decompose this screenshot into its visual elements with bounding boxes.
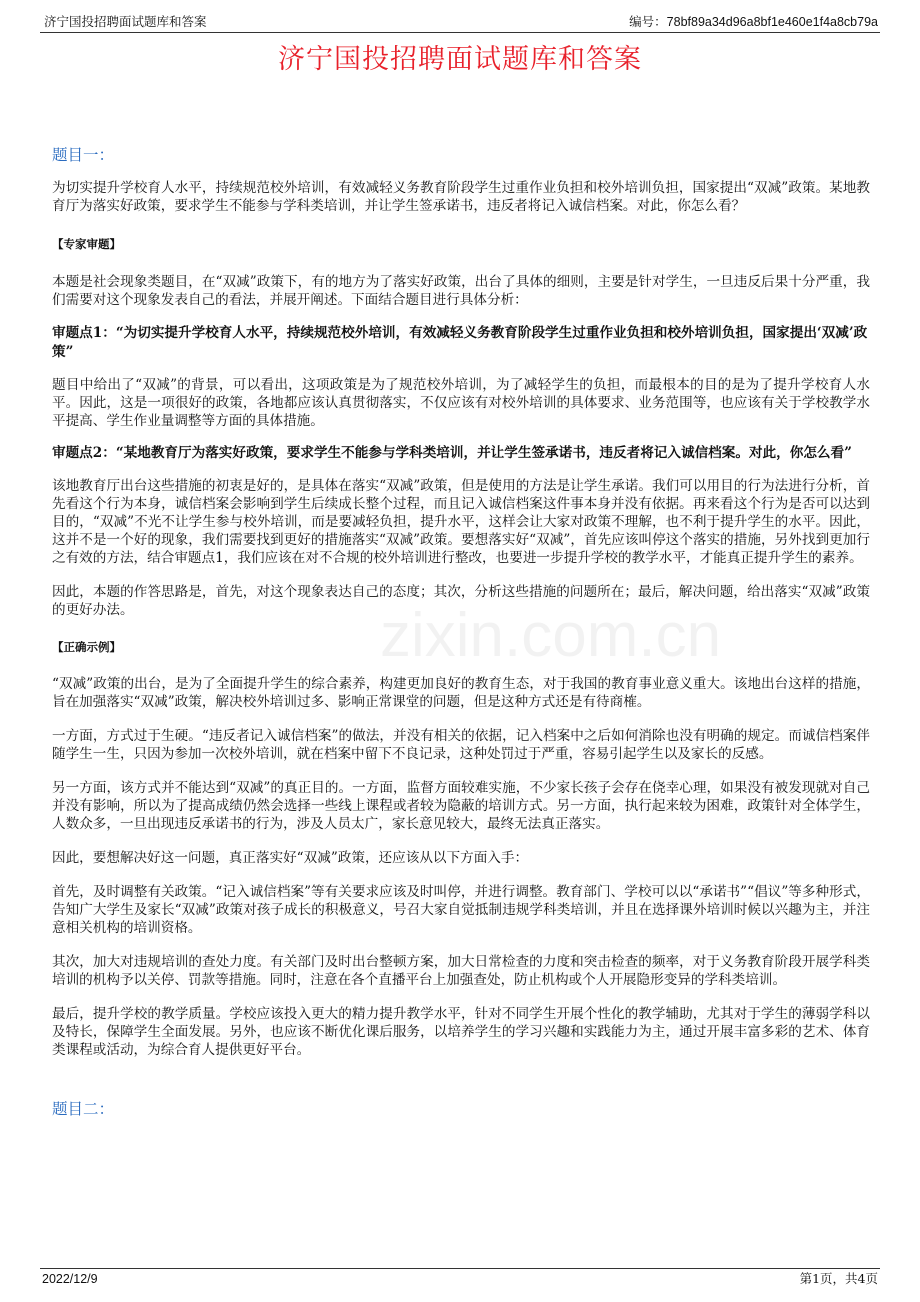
correct-example-label: 【正确示例】	[52, 640, 121, 654]
question-2-heading: 题目二：	[52, 1100, 115, 1118]
example-paragraph-1: “双减”政策的出台，是为了全面提升学生的综合素养，构建更加良好的教育生态，对于我国的教育事业意义重大。该地出台这样的措施，旨在加强落实“双减”政策，解决校外培训过多、影响正常课堂的问题，但是这种方式还是有待商榷。	[52, 676, 870, 710]
review-point-2-title: 审题点2：“某地教育厅为落实好政策，要求学生不能参与学科类培训，并让学生签承诺书，违反者将记入诚信档案。对此，你怎么看”	[52, 445, 852, 461]
document-title: 济宁国投招聘面试题库和答案	[278, 44, 642, 75]
example-paragraph-4: 因此，要想解决好这一问题，真正落实好“双减”政策，还应该从以下方面入手：	[52, 850, 529, 866]
review-point-2-text: 该地教育厅出台这些措施的初衷是好的，是具体在落实“双减”政策，但是使用的方法是让学生承诺。我们可以用目的行为法进行分析，首先看这个行为本身，诚信档案会影响到学生后续成长整个过程，而且记入诚信档案这件事本身并没有依据。再来看这个行为是否可以达到目的，“双减”不光不让学生参与校外培训，而是要减轻负担，提升水平，这样会让大家对政策不理解，也不利于提升学生的水平。因此，这并不是一个好的现象，我们需要找到更好的措施落实“双减”政策。要想落实好“双减”，首先应该叫停这个落实的措施，另外找到更加行之有效的方法，结合审题点1，我们应该在对不合规的校外培训进行整改，也要进一步提升学校的教学水平，才能真正提升学生的素养。	[52, 478, 870, 566]
watermark: zixin.com.cn	[380, 601, 722, 670]
example-paragraph-3: 另一方面，该方式并不能达到“双减”的真正目的。一方面，监督方面较难实施，不少家长孩子会存在侥幸心理，如果没有被发现就对自己并没有影响，所以为了提高成绩仍然会选择一些线上课程或者较为隐蔽的培训方式。另一方面，执行起来较为困难，政策针对全体学生，人数众多，一旦出现违反承诺书的行为，涉及人员太广，家长意见较大，最终无法真正落实。	[52, 780, 870, 832]
page-header	[40, 12, 880, 33]
review-point-1-text: 题目中给出了“双减”的背景，可以看出，这项政策是为了规范校外培训，为了减轻学生的负担，而最根本的目的是为了提升学校育人水平。因此，这是一项很好的政策，各地都应该认真贯彻落实，不仅应该有对校外培训的具体要求、业务范围等，也应该有关于学校教学水平提高、学生作业量调整等方面的具体措施。	[52, 377, 870, 429]
header-doc-title: 济宁国投招聘面试题库和答案	[44, 14, 207, 29]
question-1-text: 为切实提升学校育人水平，持续规范校外培训，有效减轻义务教育阶段学生过重作业负担和校外培训负担，国家提出“双减”政策。某地教育厅为落实好政策，要求学生不能参与学科类培训，并让学生签承诺书，违反者将记入诚信档案。对此，你怎么看？	[52, 180, 870, 214]
analysis-intro: 本题是社会现象类题目，在“双减”政策下，有的地方为了落实好政策，出台了具体的细则，主要是针对学生，一旦违反后果十分严重，我们需要对这个现象发表自己的看法，并展开阐述。下面结合题目进行具体分析：	[52, 274, 870, 308]
footer-page-number: 第1页，共4页	[799, 1271, 878, 1286]
expert-review-label: 【专家审题】	[52, 237, 121, 251]
example-paragraph-5: 首先，及时调整有关政策。“记入诚信档案”等有关要求应该及时叫停，并进行调整。教育部门、学校可以以“承诺书”“倡议”等多种形式，告知广大学生及家长“双减”政策对孩子成长的积极意义，号召大家自觉抵制违规学科类培训，并且在选择课外培训时候以兴趣为主，并注意相关机构的培训资格。	[52, 884, 870, 936]
footer-date: 2022/12/9	[42, 1272, 98, 1286]
review-point-1-title: 审题点1：“为切实提升学校育人水平，持续规范校外培训，有效减轻义务教育阶段学生过重作业负担和校外培训负担，国家提出‘双减’政策”	[52, 325, 868, 360]
page-footer	[40, 1268, 880, 1289]
header-serial-number: 编号：78bf89a34d96a8bf1e460e1f4a8cb79a	[629, 15, 878, 29]
example-paragraph-2: 一方面，方式过于生硬。“违反者记入诚信档案”的做法，并没有相关的依据，记入档案中之后如何消除也没有明确的规定。而诚信档案伴随学生一生，只因为参加一次校外培训，就在档案中留下不良记录，这种处罚过于严重，容易引起学生以及家长的反感。	[52, 728, 870, 762]
answer-approach-summary: 因此，本题的作答思路是，首先，对这个现象表达自己的态度；其次，分析这些措施的问题所在；最后，解决问题，给出落实“双减”政策的更好办法。	[52, 584, 870, 618]
example-paragraph-6: 其次，加大对违规培训的查处力度。有关部门及时出台整顿方案，加大日常检查的力度和突击检查的频率，对于义务教育阶段开展学科类培训的机构予以关停、罚款等措施。同时，注意在各个直播平台上加强查处，防止机构或个人开展隐形变异的学科类培训。	[52, 954, 870, 988]
document-body	[52, 140, 870, 1121]
example-paragraph-7: 最后，提升学校的教学质量。学校应该投入更大的精力提升教学水平，针对不同学生开展个性化的教学辅助，尤其对于学生的薄弱学科以及特长，保障学生全面发展。另外，也应该不断优化课后服务，以培养学生的学习兴趣和实践能力为主，通过开展丰富多彩的艺术、体育类课程或活动，为综合育人提供更好平台。	[52, 1006, 870, 1058]
question-1-heading: 题目一：	[52, 146, 115, 164]
